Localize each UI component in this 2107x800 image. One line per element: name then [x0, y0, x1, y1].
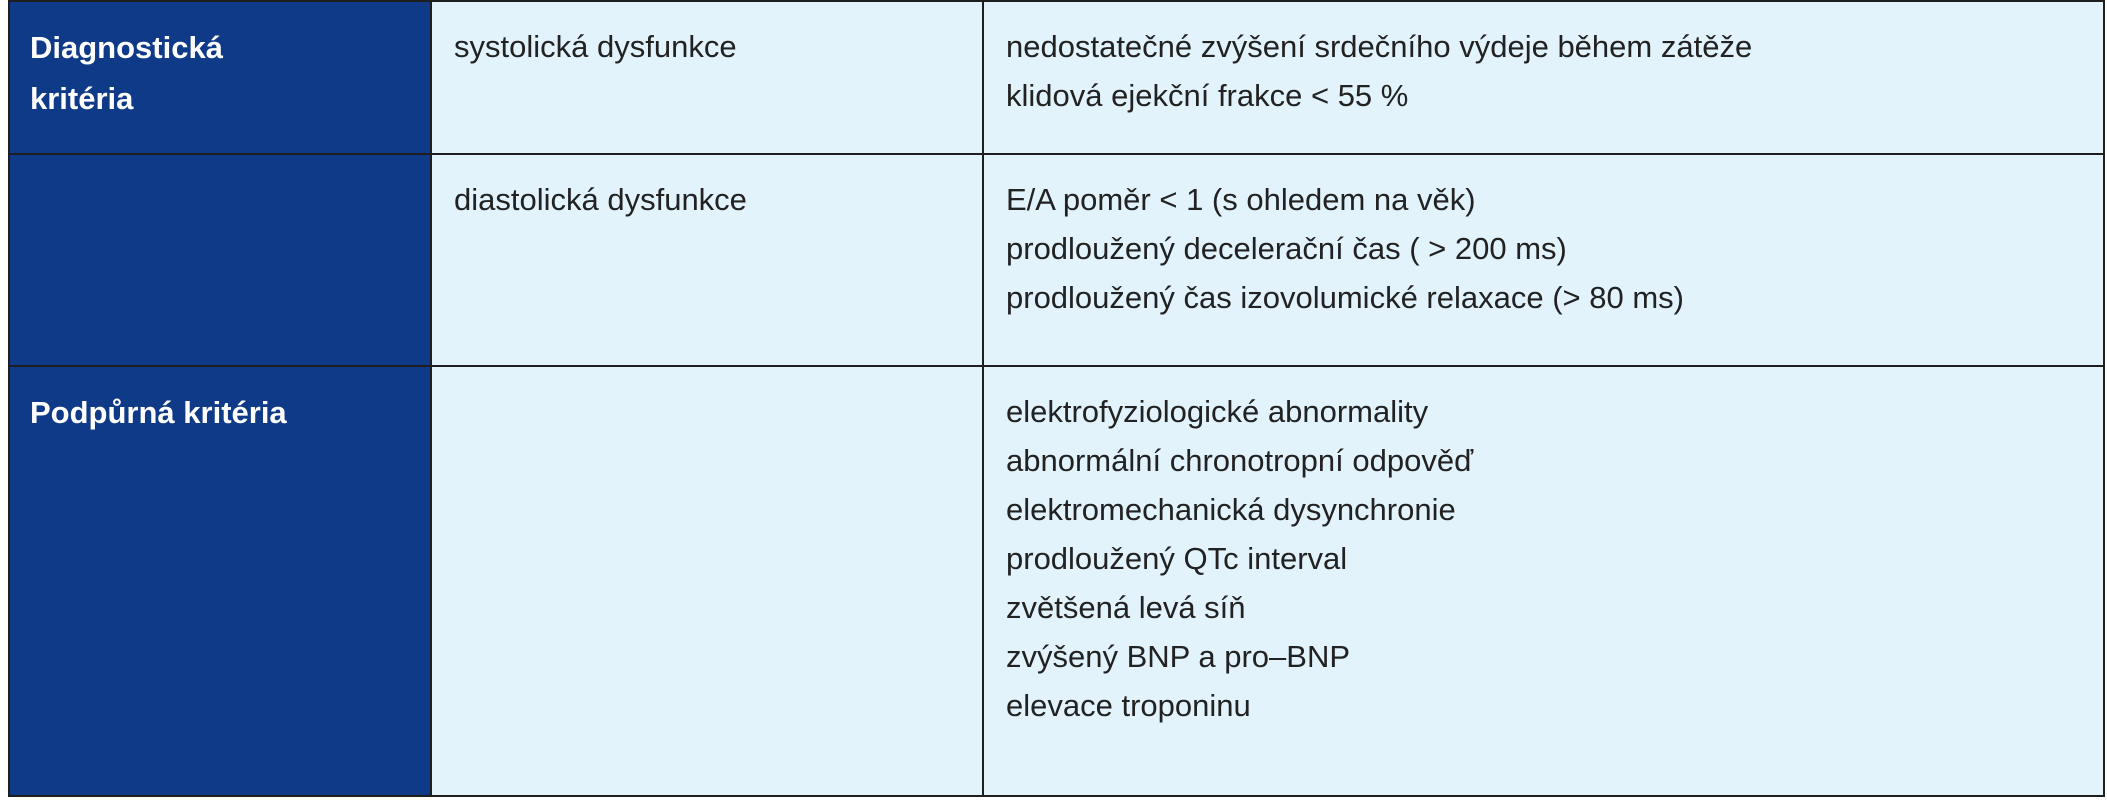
list-item: prodloužený QTc interval	[1006, 541, 1348, 576]
list-item: elevace troponinu	[1006, 688, 1251, 723]
list-item: klidová ejekční frakce < 55 %	[1006, 78, 1409, 113]
list-item: E/A poměr < 1 (s ohledem na věk)	[1006, 182, 1476, 217]
category-cell	[431, 1, 983, 154]
row-heading-cell	[9, 154, 431, 366]
list-item: zvýšený BNP a pro–BNP	[1006, 639, 1351, 674]
category-cell	[431, 366, 983, 796]
row-heading-cell	[9, 366, 431, 796]
category-cell	[431, 154, 983, 366]
list-item: abnormální chronotropní odpověď	[1006, 443, 1474, 478]
list-item: prodloužený čas izovolumické relaxace (> 80 ms)	[1006, 280, 1684, 315]
items-cell	[983, 366, 2104, 796]
category-label: systolická dysfunkce	[454, 29, 737, 64]
list-item: prodloužený decelerační čas ( > 200 ms)	[1006, 231, 1567, 266]
list-item: nedostatečné zvýšení srdečního výdeje během zátěže	[1006, 29, 1753, 64]
list-item: elektromechanická dysynchronie	[1006, 492, 1456, 527]
items-cell	[983, 154, 2104, 366]
items-cell	[983, 1, 2104, 154]
table-row	[9, 366, 2104, 796]
table-row	[9, 154, 2104, 366]
category-label: diastolická dysfunkce	[454, 182, 747, 217]
row-heading-line: kritéria	[30, 81, 134, 116]
row-heading-line: Diagnostická	[30, 30, 223, 65]
row-heading-line: Podpůrná kritéria	[30, 395, 287, 430]
criteria-table	[8, 0, 2105, 797]
list-item: elektrofyziologické abnormality	[1006, 394, 1429, 429]
table-row	[9, 1, 2104, 154]
list-item: zvětšená levá síň	[1006, 590, 1246, 625]
row-heading-cell	[9, 1, 431, 154]
